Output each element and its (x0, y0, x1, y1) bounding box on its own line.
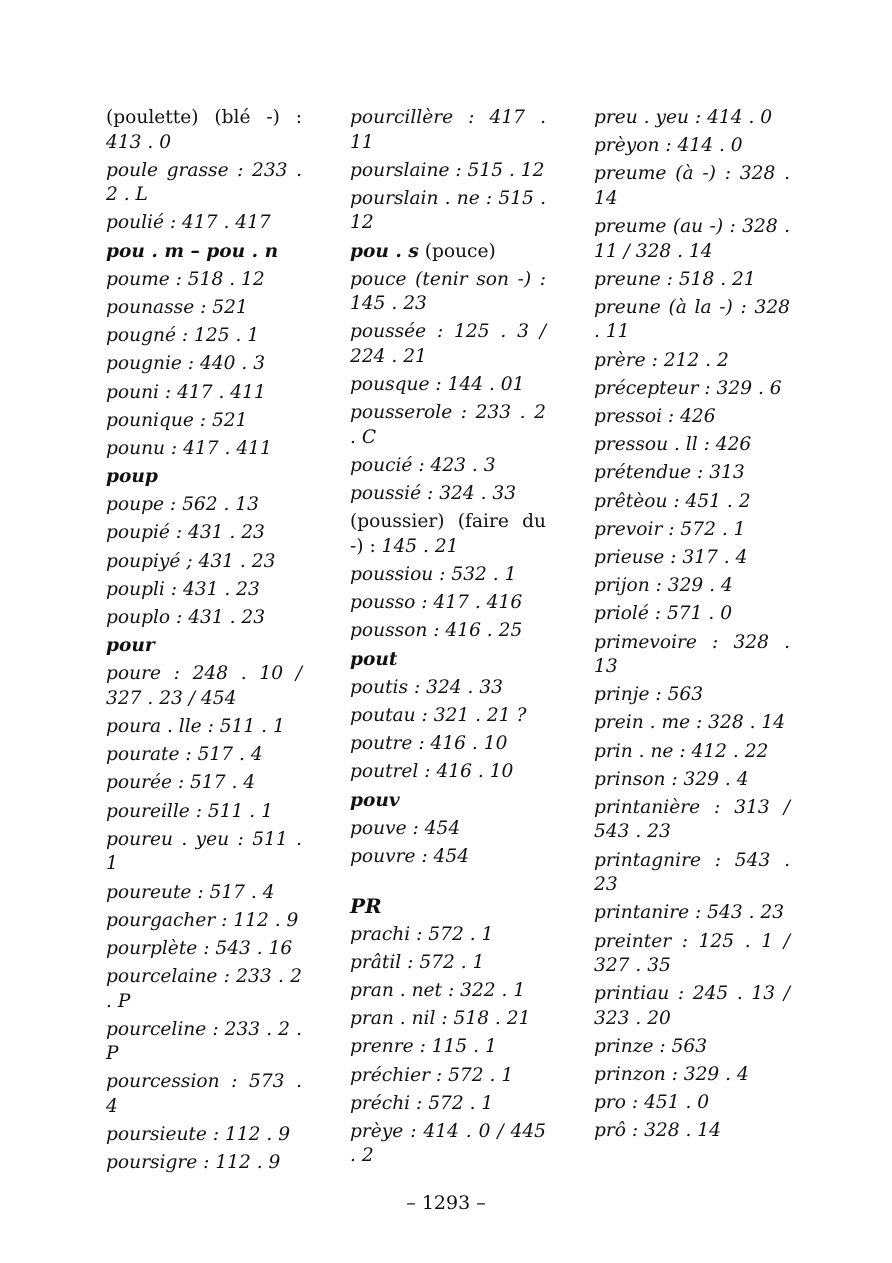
index-entry: pouni : 417 . 411 (106, 381, 266, 403)
heading-text: poup (106, 466, 158, 488)
index-entry: pourate : 517 . 4 (106, 744, 263, 766)
heading-text: pout (350, 648, 398, 670)
index-entry: prère : 212 . 2 (594, 349, 729, 371)
index-entry: pouce (tenir son -) : 145 . 23 (350, 268, 546, 315)
index-entry: pressou . ll : 426 (594, 434, 752, 456)
index-entry: preu . yeu : 414 . 0 (594, 107, 773, 128)
index-entry: préchi : 572 . 1 (350, 1092, 494, 1114)
index-entry: preune : 518 . 21 (594, 268, 756, 290)
index-entry: poupli : 431 . 23 (106, 578, 260, 600)
page-number: – 1293 – (406, 1192, 486, 1214)
index-entry: poura . lle : 511 . 1 (106, 716, 285, 738)
index-entry: pourceline : 233 . 2 . P (106, 1018, 302, 1065)
index-group-heading (106, 634, 302, 659)
heading-text: pour (106, 635, 155, 657)
index-entry: prenre : 115 . 1 (350, 1036, 497, 1058)
index-entry: prijon : 329 . 4 (594, 575, 733, 597)
index-entry: pounasse : 521 (106, 296, 248, 318)
index-entry: printanière : 313 / 543 . 23 (594, 796, 790, 843)
index-entry: pran . net : 322 . 1 (350, 980, 526, 1001)
index-entry: poure : 248 . 10 / 327 . 23 / 454 (106, 663, 302, 709)
index-entry: pousque : 144 . 01 (350, 374, 525, 396)
index-column-1 (106, 106, 302, 1180)
heading-text: pouv (350, 789, 400, 811)
index-entry: poule grasse : 233 . 2 . L (106, 159, 302, 206)
index-entry: pro : 451 . 0 (594, 1092, 710, 1114)
index-entry: pouplo : 431 . 23 (106, 607, 266, 628)
index-group-heading (106, 240, 302, 265)
index-entry: preume (au -) : 328 . 11 / 328 . 14 (594, 216, 790, 262)
index-entry: prin . ne : 412 . 22 (594, 740, 769, 762)
entry-term: (poulette) (blé -) : (106, 107, 302, 128)
index-entry: prinzon : 329 . 4 (594, 1064, 749, 1086)
index-entry: poursieute : 112 . 9 (106, 1124, 291, 1146)
index-entry: poupié : 431 . 23 (106, 522, 265, 544)
index-entry: poussée : 125 . 3 / 224 . 21 (350, 321, 546, 367)
index-entry: préchier : 572 . 1 (350, 1064, 514, 1086)
index-entry: poupiyé ; 431 . 23 (106, 550, 276, 572)
index-entry: prâtil : 572 . 1 (350, 951, 485, 973)
index-entry: printanire : 543 . 23 (594, 902, 785, 924)
index-entry: poutre : 416 . 10 (350, 733, 508, 755)
index-entry: poursigre : 112 . 9 (106, 1152, 281, 1174)
heading-text: pou . s (350, 240, 419, 262)
index-entry: poureille : 511 . 1 (106, 800, 273, 822)
index-entry (106, 106, 302, 155)
index-entry: pourcelaine : 233 . 2 . P (106, 966, 302, 1012)
index-entry: prieuse : 317 . 4 (594, 546, 748, 568)
index-entry: pourcession : 573 . 4 (106, 1071, 302, 1117)
index-entry: pougnie : 440 . 3 (106, 353, 266, 375)
index-entry: pran . nil : 518 . 21 (350, 1008, 531, 1030)
index-entry: pousserole : 233 . 2 . C (350, 402, 546, 448)
index-entry: pouve : 454 (350, 817, 461, 839)
index-column-3 (594, 106, 790, 1148)
index-entry: pounu : 417 . 411 (106, 437, 272, 459)
index-entry: prèye : 414 . 0 / 445 . 2 (350, 1120, 546, 1167)
index-entry: poussié : 324 . 33 (350, 483, 517, 505)
index-entry: poureu . yeu : 511 . 1 (106, 828, 302, 875)
index-group-heading (106, 465, 302, 490)
index-entry: prèyon : 414 . 0 (594, 135, 743, 157)
index-group-heading (350, 648, 546, 673)
index-entry: prinje : 563 (594, 684, 704, 706)
index-entry: prêtèou : 451 . 2 (594, 490, 751, 512)
index-entry: poulié : 417 . 417 (106, 212, 271, 234)
index-entry (350, 510, 546, 559)
index-column-2 (350, 106, 546, 1173)
index-entry: poutis : 324 . 33 (350, 676, 503, 698)
index-entry: pressoi : 426 (594, 406, 716, 427)
index-entry: poutau : 321 . 21 ? (350, 705, 527, 726)
index-entry: priolé : 571 . 0 (594, 603, 733, 625)
index-entry: pougné : 125 . 1 (106, 325, 260, 347)
index-entry: preume (à -) : 328 . 14 (594, 163, 790, 209)
index-entry: poucié : 423 . 3 (350, 455, 496, 476)
entry-term: (poussier) (faire du -) : (350, 511, 546, 557)
index-entry: printiau : 245 . 13 / 323 . 20 (594, 983, 790, 1029)
index-entry: prétendue : 313 (594, 462, 745, 484)
index-entry: pourgacher : 112 . 9 (106, 909, 299, 931)
index-entry: primevoire : 328 . 13 (594, 631, 790, 677)
index-entry: preune (à la -) : 328 . 11 (594, 296, 790, 343)
index-entry: prevoir : 572 . 1 (594, 518, 746, 540)
index-entry: pousso : 417 . 416 (350, 592, 523, 614)
index-entry: prachi : 572 . 1 (350, 923, 494, 945)
index-entry: pourslain . ne : 515 . 12 (350, 187, 546, 234)
index-entry: prinze : 563 (594, 1035, 708, 1057)
entry-reference: 145 . 21 (381, 535, 459, 557)
index-entry: prein . me : 328 . 14 (594, 712, 786, 734)
index-entry: prinson : 329 . 4 (594, 768, 749, 790)
index-entry: poupe : 562 . 13 (106, 494, 259, 516)
index-entry: pousson : 416 . 25 (350, 620, 523, 642)
index-entry: poutrel : 416 . 10 (350, 761, 514, 783)
index-entry: poureute : 517 . 4 (106, 881, 275, 903)
index-entry: pourslaine : 515 . 12 (350, 159, 545, 181)
index-entry: pourée : 517 . 4 (106, 772, 256, 794)
index-entry: pourcillère : 417 . 11 (350, 107, 546, 153)
index-entry: printagnire : 543 . 23 (594, 849, 790, 896)
index-group-heading (350, 789, 546, 814)
index-entry: pouvre : 454 (350, 845, 470, 867)
heading-gloss: (pouce) (418, 240, 496, 262)
index-entry: preinter : 125 . 1 / 327 . 35 (594, 930, 790, 976)
index-entry: poume : 518 . 12 (106, 268, 265, 290)
entry-reference: 413 . 0 (106, 131, 172, 153)
index-entry: précepteur : 329 . 6 (594, 377, 782, 399)
index-entry: poussiou : 532 . 1 (350, 564, 517, 586)
heading-text: pou . m – pou . n (106, 240, 279, 262)
index-entry: prô : 328 . 14 (594, 1120, 721, 1142)
index-group-heading (350, 240, 546, 265)
index-entry: pourplète : 543 . 16 (106, 937, 293, 959)
index-entry: pounique : 521 (106, 409, 248, 431)
index-section-heading: PR (350, 894, 382, 919)
